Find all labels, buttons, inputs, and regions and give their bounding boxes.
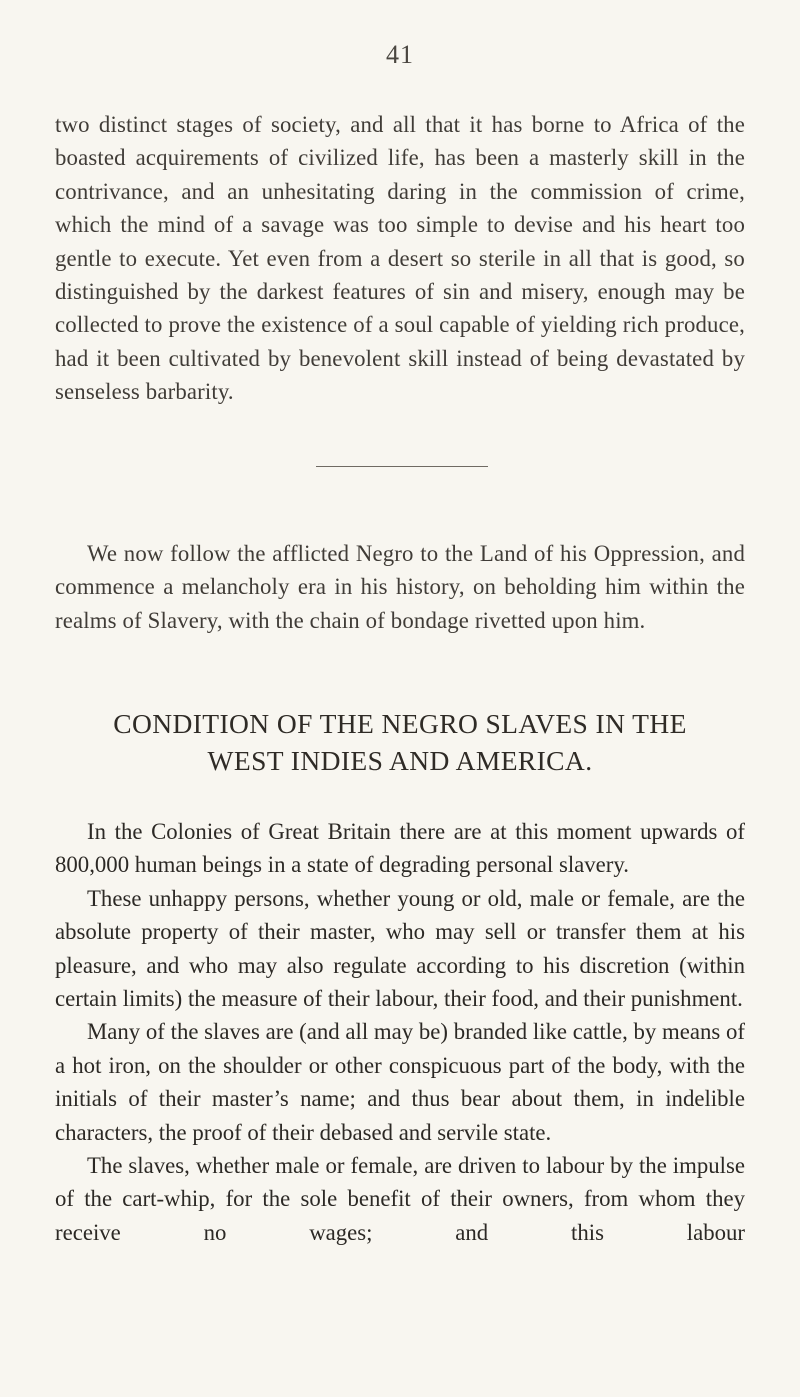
body-paragraph-branding: Many of the slaves are (and all may be) branded like cattle, by means of a hot iron, on the shoulder or other conspicuous part of the body, with the initials of their master’s name; and thus bear about them, in indelible characters, the proof of their debased and servile state. [55, 1019, 745, 1145]
section-heading-line-2: WEST INDIES AND AMERICA. [207, 745, 593, 776]
section-body [55, 815, 745, 1249]
opening-paragraph: two distinct stages of society, and all that it has borne to Africa of the boasted acquirements of civilized life, has been a masterly skill in the contrivance, and an unhesitating daring in the commission of crime, which the mind of a savage was too simple to devise and his heart too gentle to execute. Yet even from a desert so sterile in all that is good, so distinguished by the darkest features of sin and misery, enough may be collected to prove the existence of a soul capable of yielding rich produce, had it been cultivated by benevolent skill instead of being devastated by senseless barbarity. [55, 112, 745, 405]
section-divider [316, 466, 488, 467]
body-paragraph-property: These unhappy persons, whether young or old, male or female, are the absolute property of their master, who may sell or transfer them at his pleasure, and who may also regulate according to his discretion (within certain limits) the measure of their labour, their food, and their punishment. [55, 885, 745, 1012]
page-number: 41 [386, 40, 414, 69]
section-heading [55, 705, 745, 779]
section-heading-line-1: CONDITION OF THE NEGRO SLAVES IN THE [113, 708, 687, 739]
body-paragraph-labour: The slaves, whether male or female, are driven to labour by the impulse of the cart-whip, for the sole benefit of their owners, from whom they receive no wages; and this labour [55, 1153, 745, 1245]
body-paragraph-colonies: In the Colonies of Great Britain there are at this moment upwards of 800,000 human beings in a state of degrading personal slavery. [55, 819, 745, 878]
transition-paragraph: We now follow the afflicted Negro to the Land of his Oppression, and commence a melancholy era in his history, on beholding him within the realms of Slavery, with the chain of bondage rivetted upon him. [55, 541, 745, 633]
